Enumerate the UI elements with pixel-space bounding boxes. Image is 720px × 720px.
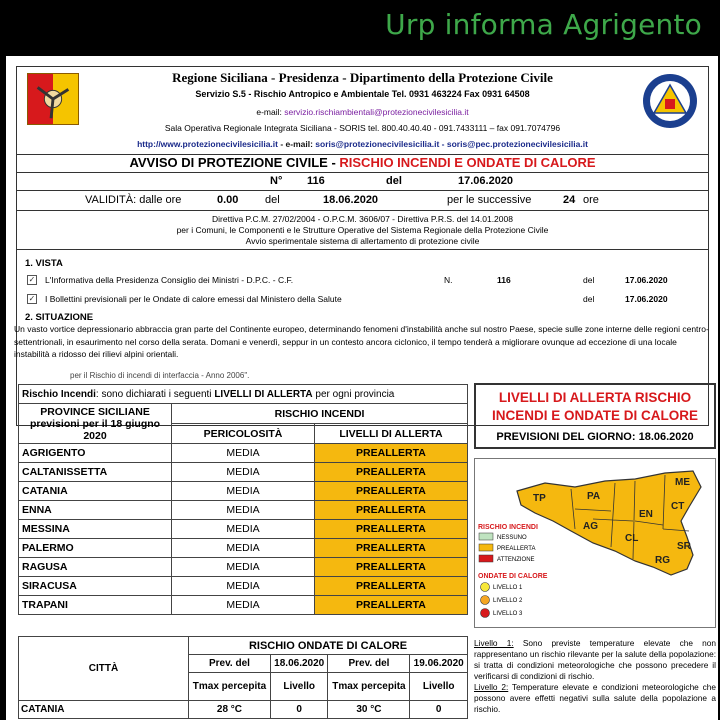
incendi-intro: Rischio Incendi: sono dichiarati i seguenti LIVELLI DI ALLERTA per ogni provincia [19,385,468,404]
map-label-ag: AG [583,521,598,532]
avviso-number: 116 [307,175,325,187]
sicily-map-svg [475,459,715,627]
validity-row: VALIDITÀ: dalle ore 0.00 del 18.06.2020 per le successive 24 ore [17,191,708,211]
table-row: SIRACUSA MEDIA PREALLERTA [19,577,468,596]
email-link[interactable]: servizio.rischiambientali@protezionecivilesicilia.it [284,107,469,117]
divider [17,249,708,250]
document-page [6,56,718,720]
svg-text:PREALLERTA: PREALLERTA [497,546,536,552]
legend-calore [481,583,524,618]
vista-item-2: I Bollettini previsionali per le Ondate di calore emessi dal Ministero della Salute [45,294,342,304]
sicily-map [474,458,716,628]
table-row: CATANIA MEDIA PREALLERTA [19,482,468,501]
header-department: Regione Siciliana - Presidenza - Dipartimento della Protezione Civile [172,70,553,85]
col-citta: CITTÀ [19,637,189,701]
table-row: AGRIGENTO MEDIA PREALLERTA [19,444,468,463]
map-label-en: EN [639,509,653,520]
map-label-tp: TP [533,493,546,504]
validity-hour: 0.00 [217,194,239,206]
validity-date: 18.06.2020 [323,194,379,206]
incendi-table [18,384,468,615]
avviso-number-row: N° 116 del 17.06.2020 [17,173,708,191]
section-situazione-title: 2. SITUAZIONE [25,312,94,323]
section-vista-title: 1. VISTA [25,258,63,269]
legend-incendi [479,533,535,563]
sicily-region-shape [517,471,701,575]
web-link[interactable]: http://www.protezionecivilesicilia.it [137,139,278,149]
map-label-cl: CL [625,533,639,544]
col-province: PROVINCE SICILIANE previsioni per il 18 giugno 2020 [19,404,172,444]
table-row: ENNA MEDIA PREALLERTA [19,501,468,520]
table-row: CALTANISSETTA MEDIA PREALLERTA [19,463,468,482]
svg-text:ATTENZIONE: ATTENZIONE [497,557,535,563]
svg-text:LIVELLO 2: LIVELLO 2 [493,598,523,604]
levels-box [474,383,716,449]
table-row: RAGUSA MEDIA PREALLERTA [19,558,468,577]
header-service: Servizio S.5 - Rischio Antropico e Ambientale Tel. 0931 463224 Fax 0931 64508 [195,89,530,99]
table-row: PALERMO MEDIA PREALLERTA [19,539,468,558]
validity-hours: 24 [563,194,576,206]
forecast-date: 18.06.2020 [638,431,694,443]
vista-item-1: L'Informativa della Presidenza Consiglio dei Ministri - D.P.C. - C.F. [45,275,294,285]
header-frame: Regione Siciliana - Presidenza - Dipartimento della Protezione Civile Servizio S.5 - Rischio Antropico e Ambientale Tel. 0931 463224 Fax 0931 64508 e-mail: servizio.rischiambientali@protezionecivilesicilia.it Sala Operativa Regionale Integrata Siciliana - SORIS tel. 800.40.40.40 - 091.7433111 – fax 091.7074796 http://www.protezionecivilesicilia.it - e-mail: soris@protezionecivilesicilia.it - soris@pec.protezionecivilesicilia.it AVVISO DI PROTEZIONE CIVILE - RISCHIO INCENDI E ONDATE DI CALORE N° 116 del 17.06.2020 VALIDITÀ: dalle ore 0.00 del 18.06.2020 per le successive 24 ore Direttiva P.C.M. 27/02/2004 - O.P.C.M. 3606/07 - Direttiva P.R.S. del 14.01.2008 per i Comuni, le Componenti e le Strutture Operative del Sistema Regionale della Protezione Civile Avvio sperimentale sistema di allertamento di protezione civile 1. VISTA ✓ L'Informativa della Presidenza Consiglio dei Ministri - D.P.C. - C.F. N. 116 del 17.06.2020 ✓ I Bollettini previsionali per le Ondate di calore emessi dal Ministero della Salute del 17.06.2020 2. SITUAZIONE [16,66,709,426]
map-label-pa: PA [587,491,601,502]
header-soris: Sala Operativa Regionale Integrata Siciliana - SORIS tel. 800.40.40.40 - 091.7433111 – fax 091.7074796 [164,123,561,133]
protezione-civile-logo-icon [642,73,698,129]
legend-calore-title: ONDATE DI CALORE [478,573,548,580]
situazione-text: Un vasto vortice depressionario abbraccia gran parte del Continente europeo, determinando fenomeni d'instabilità anche sul nostro Paese, specie sulle zone interne delle regioni centro-settentrionali, in esaurimento nel corso della serata. Domani e venerdì, seppur in un contesto ancora ciclonico, il tempo tenderà a migliorare ovunque ad eccezione di una locale instabilità a ridosso dei rilievi alpini orientali. [14,324,709,359]
svg-text:NESSUNO: NESSUNO [497,535,527,541]
truncated-line: per il Rischio di incendi di interfaccia - Anno 2006". [70,371,250,380]
calore-table: CITTÀ RISCHIO ONDATE DI CALORE Prev. del 18.06.2020 Prev. del 19.06.2020 Tmax percepita Livello Tmax percepita Livello CATANIA 28 °C 0 30 °C 0 [18,636,468,719]
map-label-rg: RG [655,555,670,566]
map-label-me: ME [675,477,690,488]
col-livelli: LIVELLI DI ALLERTA [314,424,467,444]
avviso-date: 17.06.2020 [458,175,514,187]
soris-email-link[interactable]: soris@protezionecivilesicilia.it - soris@pec.protezionecivilesicilia.it [315,139,588,149]
header-web-line: http://www.protezionecivilesicilia.it - e-mail: soris@protezionecivilesicilia.it - soris@pec.protezionecivilesicilia.it [137,139,588,149]
svg-text:LIVELLO 3: LIVELLO 3 [493,611,523,617]
calore-table-title: RISCHIO ONDATE DI CALORE [189,637,468,655]
directive-text: Direttiva P.C.M. 27/02/2004 - O.P.C.M. 3606/07 - Direttiva P.R.S. del 14.01.2008 per i Comuni, le Componenti e le Strutture Operative del Sistema Regionale della Protezione Civile Avvio sperimentale sistema di allertamento di protezione civile [176,214,549,246]
letterhead [17,67,708,155]
top-banner [0,0,720,48]
vista-checkbox-1[interactable]: ✓ [28,275,36,284]
levels-notes: Livello 1: Sono previste temperature elevate che non rappresentano un rischio rilevante per la salute della popolazione: si tratta di condizioni meteorologiche che possono precedere il verificarsi di condizioni di rischio. Livello 2: Temperature elevate e condizioni meteorologiche che possono avere effetti negativi sulla salute della popolazione a rischio. [474,638,717,714]
col-pericolosita: PERICOLOSITÀ [172,424,315,444]
levels-box-title: LIVELLI DI ALLERTA RISCHIO INCENDI E ONDATE DI CALORE [491,390,698,423]
map-label-sr: SR [677,541,691,552]
header-email-line: e-mail: servizio.rischiambientali@protezionecivilesicilia.it [256,107,469,117]
forecast-line: PREVISIONI DEL GIORNO: 18.06.2020 [496,431,694,443]
avviso-risk: RISCHIO INCENDI E ONDATE DI CALORE [339,155,596,170]
col-rischio-incendi: RISCHIO INCENDI [172,404,468,424]
legend-incendi-title: RISCHIO INCENDI [478,524,538,531]
svg-text:LIVELLO 1: LIVELLO 1 [493,585,523,591]
table-row: TRAPANI MEDIA PREALLERTA [19,596,468,615]
map-label-ct: CT [671,501,685,512]
avviso-title: AVVISO DI PROTEZIONE CIVILE - RISCHIO INCENDI E ONDATE DI CALORE [17,155,708,173]
vista-checkbox-2[interactable]: ✓ [28,294,36,303]
table-row: MESSINA MEDIA PREALLERTA [19,520,468,539]
table-row: CATANIA 28 °C 0 30 °C 0 [19,701,468,719]
banner-title: Urp informa Agrigento [385,8,702,41]
